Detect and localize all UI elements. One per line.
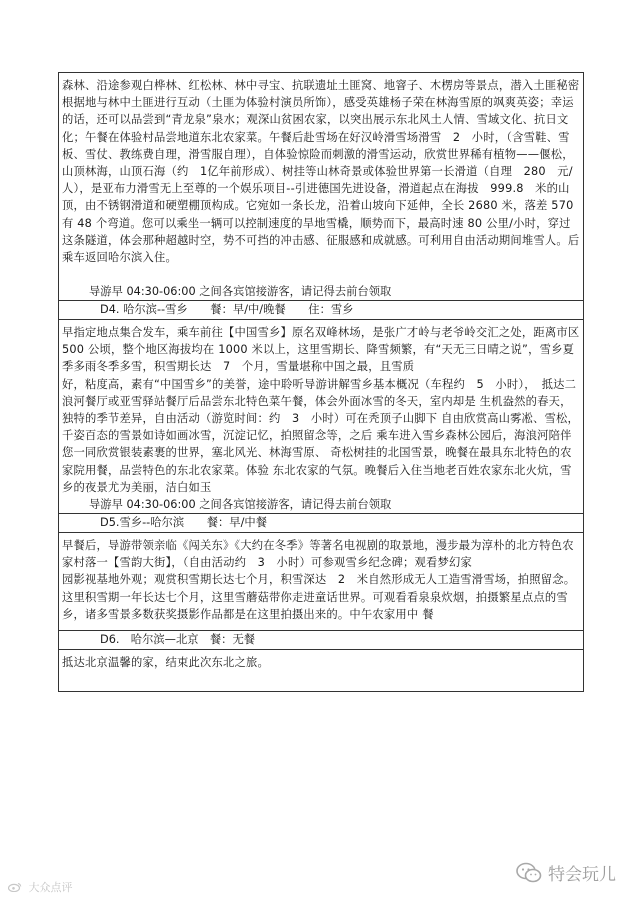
section-d6 (59, 631, 583, 691)
section-d6-header: D6. 哈尔滨—北京 餐：无餐 (100, 633, 256, 646)
watermark-right (516, 860, 616, 885)
section-d5-header: D5.雪乡--哈尔滨 餐：早/中餐 (100, 516, 267, 529)
section-d4-text-2: 好，粘度高，素有“中国雪乡”的美誉，途中聆听导游讲解雪乡基本概况（车程约 5 小时）， 抵达二浪河餐厅或亚雪驿站餐厅后品尝东北特色菜午餐，体会外面冰雪的冬天，室内却是 生机盎然的春天，独特的季节差异，自由活动（游览时间：约 3 小时）可在秃顶子山脚下 自由欣赏高山雾凇、雪松，千姿百态的雪景如诗如画冰雪，沉淀记忆，拍照留念等，之后 乘车进入雪乡森林公园后，海浪河陪伴您一同欣赏银装素裹的世界，塞北风光、林海雪原、 奇松树挂的北国雪景，晚餐在最具东北特色的农家院用餐，品尝特色的东北农家菜。体验 东北农家的气氛。晚餐后入住当地老百姓农家东北火炕，雪乡的夜景尤为美丽，洁白如玉 (62, 377, 580, 494)
section-d4-text-1: 早指定地点集合发车，乘车前往【中国雪乡】原名双峰林场，是张广才岭与老爷岭交汇之处，距离市区 500 公顷，整个地区海拔均在 1000 米以上，这里雪期长、降雪频繁，有“天无三日晴之说”，雪乡夏季多雨冬季多雪，积雪期长达 7 个月，雪量堪称中国之最，且雪质 (59, 319, 583, 376)
section-d6-text: 抵达北京温馨的家，结束此次东北之旅。 (59, 649, 583, 673)
section-d4-note: 导游早 04:30-06:00 之间各宾馆接游客，请记得去前台领取 (89, 497, 392, 511)
watermark-left-text: 大众点评 (28, 881, 73, 894)
watermark-right-text: 特会玩儿 (548, 865, 616, 885)
section-d5 (59, 514, 583, 631)
wechat-icon (516, 862, 542, 884)
weibo-icon (8, 882, 22, 892)
watermark-left (8, 879, 73, 895)
section-d3-text: 森林、沿途参观白桦林、红松林、林中寻宝、抗联遗址土匪窝、地窨子、木楞房等景点，潜入土匪秘密根据地与林中土匪进行互动（土匪为体验村演员所饰），感受英雄杨子荣在林海雪原的飒爽英姿；幸运的话，还可以品尝到“青龙泉”泉水；观深山贫困农家，以突出展示东北风土人情、雪域文化、抗日文化；午餐在体验村品尝地道东北农家菜。午餐后赴雪场在好汉岭滑雪场滑雪 2 小时，（含雪鞋、雪板、雪仗、教练费自理，滑雪服自理），自体验惊险而刺激的滑雪运动，欣赏世界稀有植物——偃松，山顶林海，山顶石海（约 1亿年前形成）、树挂等山林奇景或体验世界第一长滑道（自理 280 元/人），是亚布力滑雪无上至尊的一个娱乐项目--引进德国先进设备，滑道起点在海拔 999.8 米的山顶，由不锈钢滑道和硬塑棚顶构成。它宛如一条长龙，沿着山坡向下延伸，全长 2680 米，落差 570 有 48 个弯道。您可以乘坐一辆可以控制速度的旱地雪橇，顺势而下，最高时速 80 公里/小时，穿过这条隧道，体会那种超越时空，势不可挡的冲击感、征服感和成就感。可利用自由活动期间堆雪人。后乘车返回哈尔滨入住。 (62, 79, 580, 265)
section-d5-text-2: 园影视基地外观；观赏积雪期长达七个月，积雪深达 2 米自然形成无人工造雪滑雪场，拍照留念。这里积雪期一年长达七个月，这里雪蘑菇带你走进童话世界。可观看看泉泉炊烟，拍摄繁星点点的雪乡，诸多雪景多数获奖摄影作品都是在这里拍摄出来的。中午农家用中 餐 (62, 573, 576, 621)
section-d4 (59, 301, 583, 514)
section-d3-note: 导游早 04:30-06:00 之间各宾馆接游客，请记得去前台领取 (89, 284, 392, 298)
section-d3 (59, 73, 583, 301)
itinerary-table (58, 72, 584, 692)
section-d5-text-1: 早餐后，导游带领亲临《闯关东》《大约在冬季》等著名电视剧的取景地，漫步最为淳朴的北方特色农家村落一【雪韵大街】，（自由活动约 3 小时）可参观雪乡纪念碑；观看梦幻家 (59, 532, 583, 571)
section-d4-header: D4. 哈尔滨--雪乡 餐：早/中/晚餐 住：雪乡 (100, 303, 354, 316)
